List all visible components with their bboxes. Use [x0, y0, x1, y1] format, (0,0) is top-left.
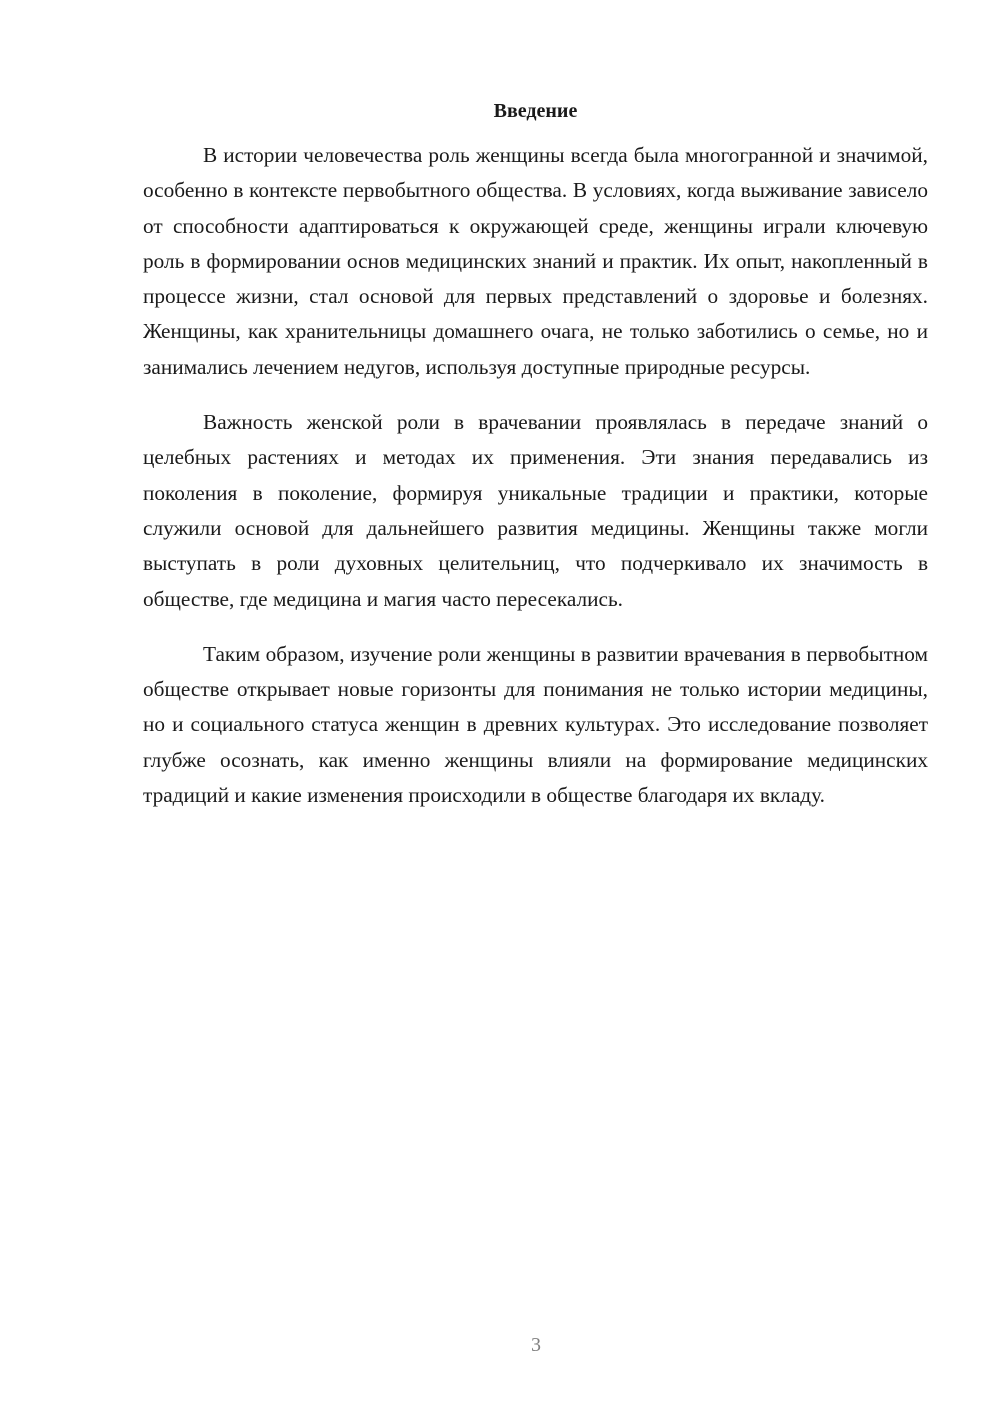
- page-content: [143, 96, 928, 813]
- page-number: 3: [531, 1334, 541, 1356]
- paragraph-3: Таким образом, изучение роли женщины в развитии врачевания в первобытном обществе открывает новые горизонты для понимания не только истории медицины, но и социального статуса женщин в древних культурах. Это исследование позволяет глубже осознать, как именно женщины влияли на формирование медицинских традиций и какие изменения происходили в обществе благодаря их вкладу.: [143, 641, 928, 808]
- section-title: Введение: [493, 100, 578, 122]
- paragraph-2: Важность женской роли в врачевании проявлялась в передаче знаний о целебных растениях и методах их применения. Эти знания передавались из поколения в поколение, формируя уникальные традиции и практики, которые служили основой для дальнейшего развития медицины. Женщины также могли выступать в роли духовных целительниц, что подчеркивало их значимость в обществе, где медицина и магия часто пересекались.: [143, 410, 928, 611]
- paragraph-1: В истории человечества роль женщины всегда была многогранной и значимой, особенно в контексте первобытного общества. В условиях, когда выживание зависело от способности адаптироваться к окружающей среде, женщины играли ключевую роль в формировании основ медицинских знаний и практик. Их опыт, накопленный в процессе жизни, стал основой для первых представлений о здоровье и болезнях. Женщины, как хранительницы домашнего очага, не только заботились о семье, но и занимались лечением недугов, используя доступные природные ресурсы.: [143, 143, 928, 379]
